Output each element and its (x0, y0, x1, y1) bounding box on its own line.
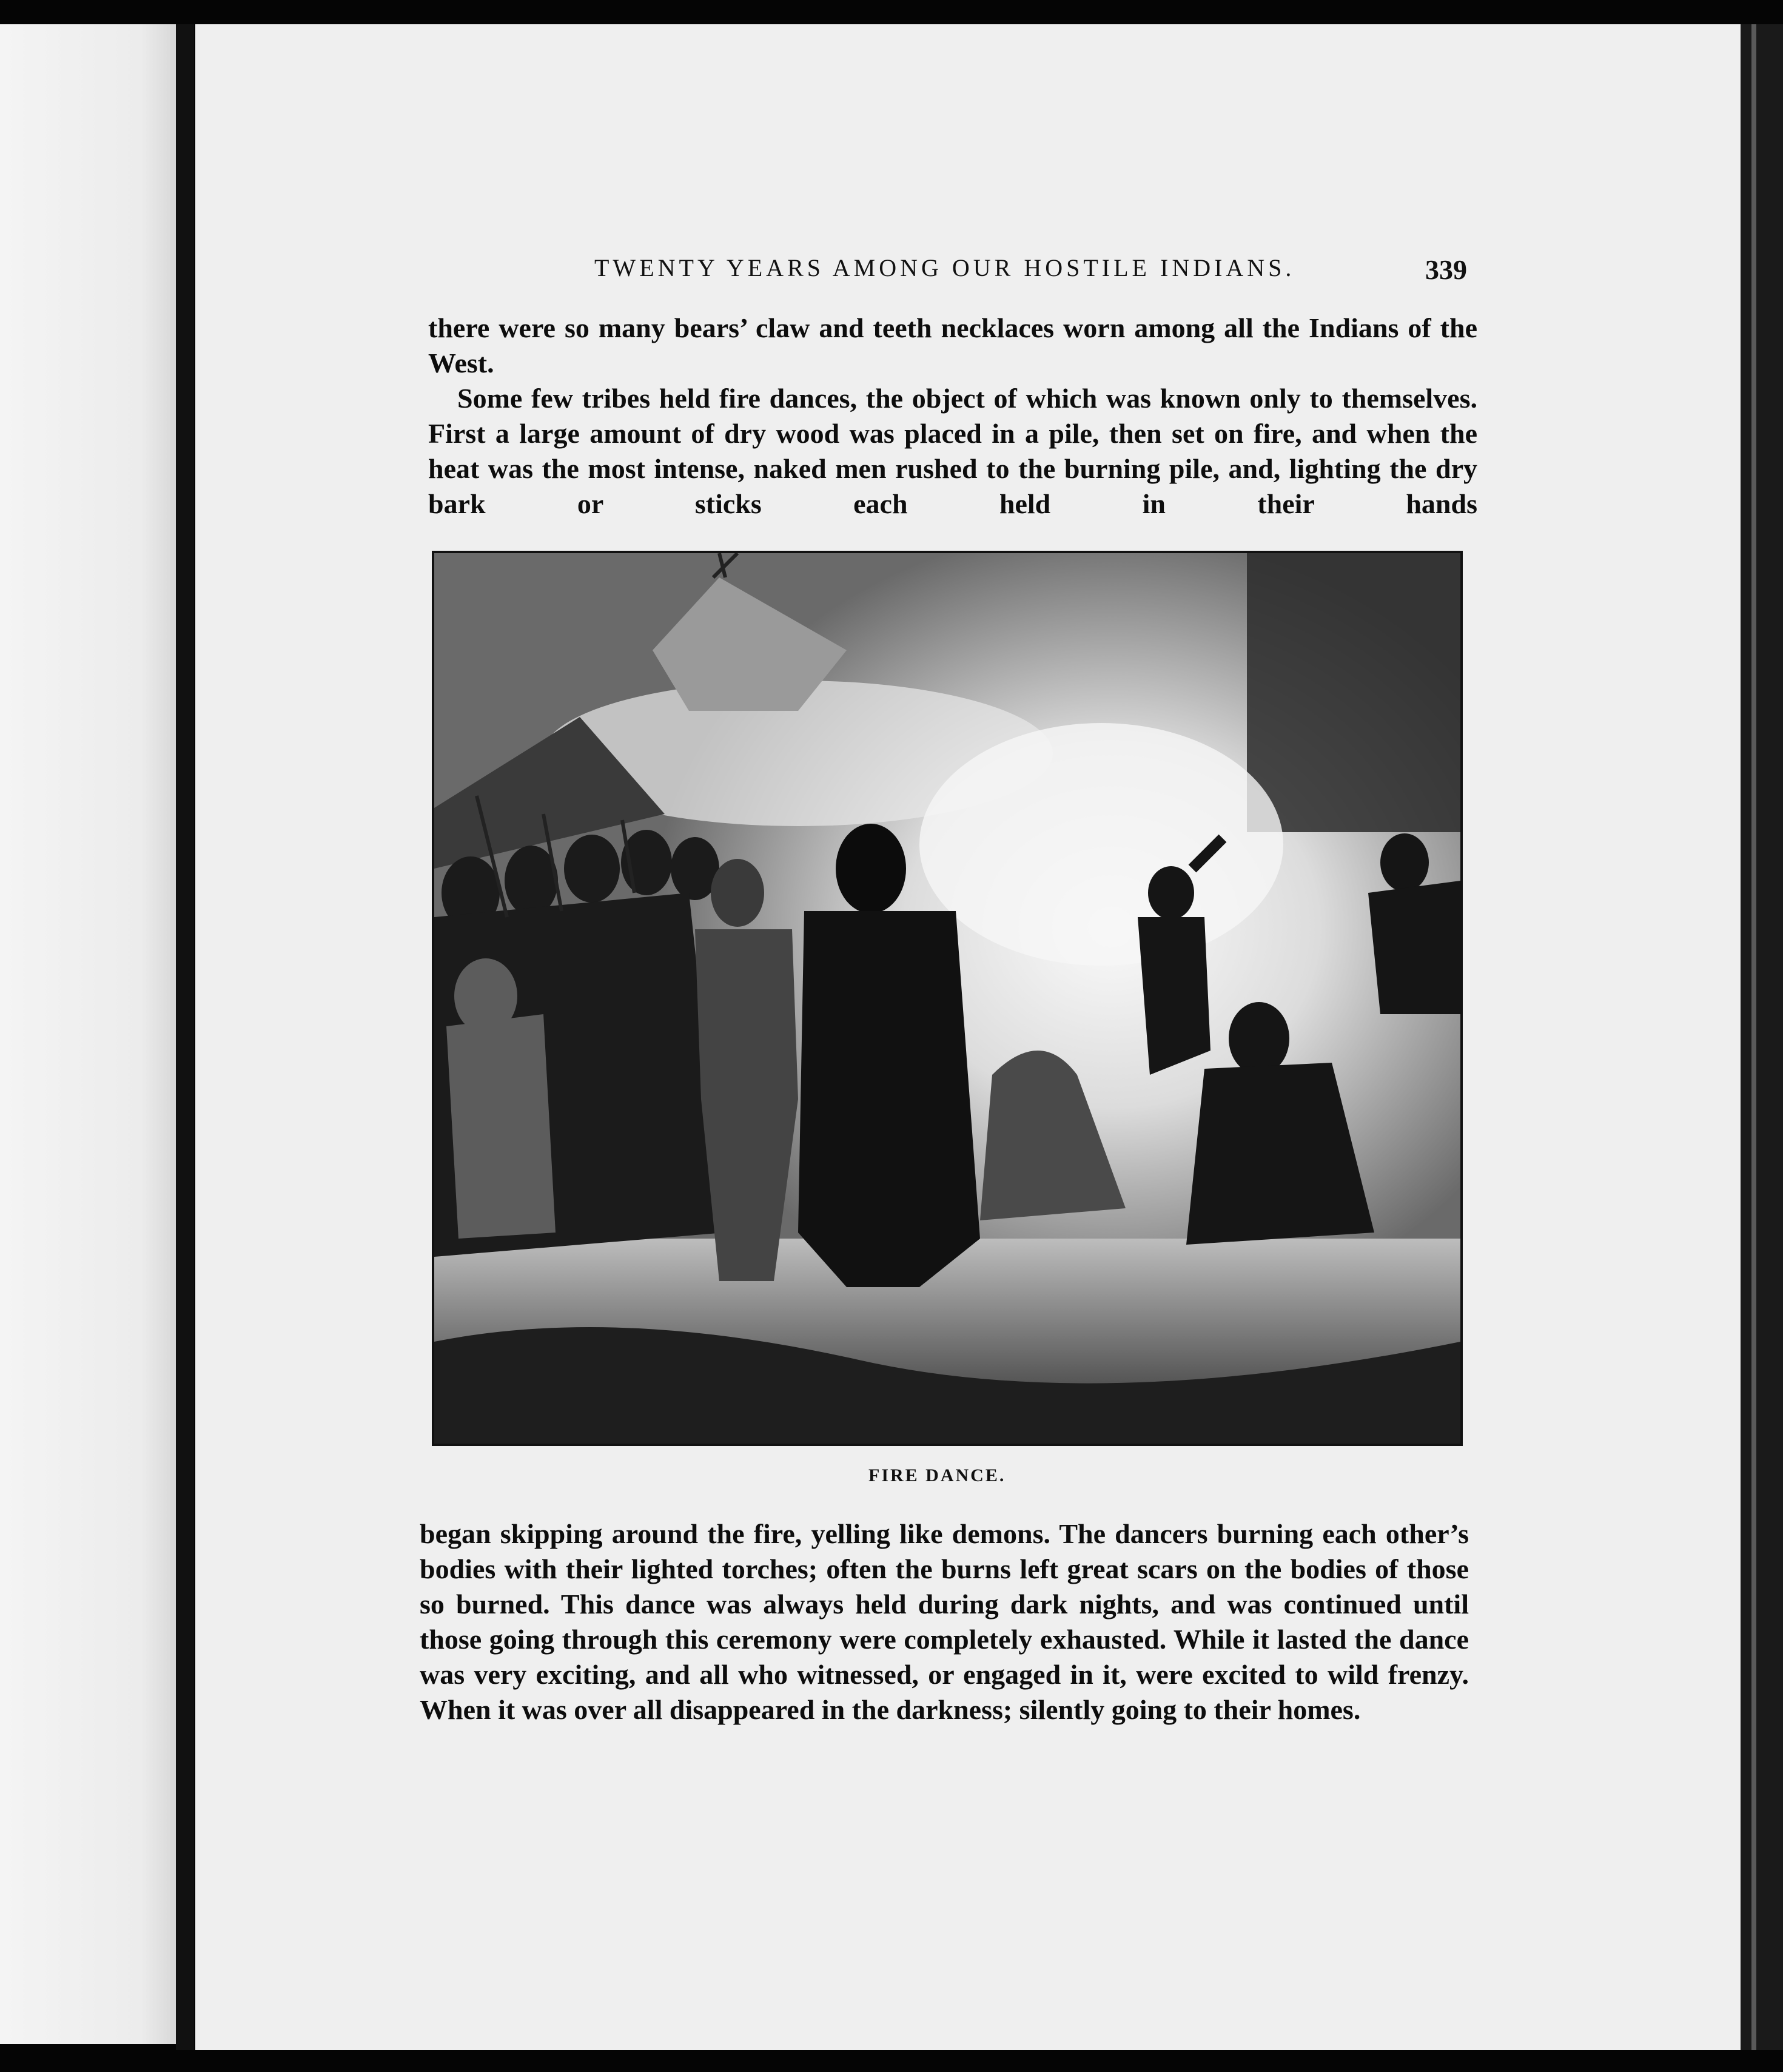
running-title: TWENTY YEARS AMONG OUR HOSTILE INDIANS. (594, 254, 1295, 281)
paragraph-fire-dance-description: began skipping around the fire, yelling like demons. The dancers burning each other’s bodies with their lighted torches; often the burns left great scars on the bodies of those so burned. This dance was always held during dark nights, and was continued until those going through this ceremony were completely exhausted. While it lasted the dance was very exciting, and all who witnessed, or engaged in it, were excited to wild frenzy. When it was over all disappeared in the darkness; silently going to their homes. (420, 1518, 1469, 1725)
illustration-caption: FIRE DANCE. (868, 1465, 1006, 1485)
book-spine-edge (1741, 24, 1783, 2050)
page-number: 339 (1425, 254, 1467, 285)
paragraph-fire-dance-intro: Some few tribes held fire dances, the object of which was known only to themselves. First a large amount of dry wood was placed in a pile, then set on fire, and when the heat was the most intense, naked men rushed to the burning pile, and, lighting the dry bark or sticks each held in their hands (428, 383, 1477, 519)
fire-dance-engraving (434, 553, 1460, 1444)
fire-dance-illustration (432, 551, 1463, 1446)
left-page-edge (0, 24, 176, 2044)
paragraph-continued: there were so many bears’ claw and teeth necklaces worn among all the Indians of the West. (428, 312, 1477, 378)
book-gutter (176, 24, 194, 2050)
